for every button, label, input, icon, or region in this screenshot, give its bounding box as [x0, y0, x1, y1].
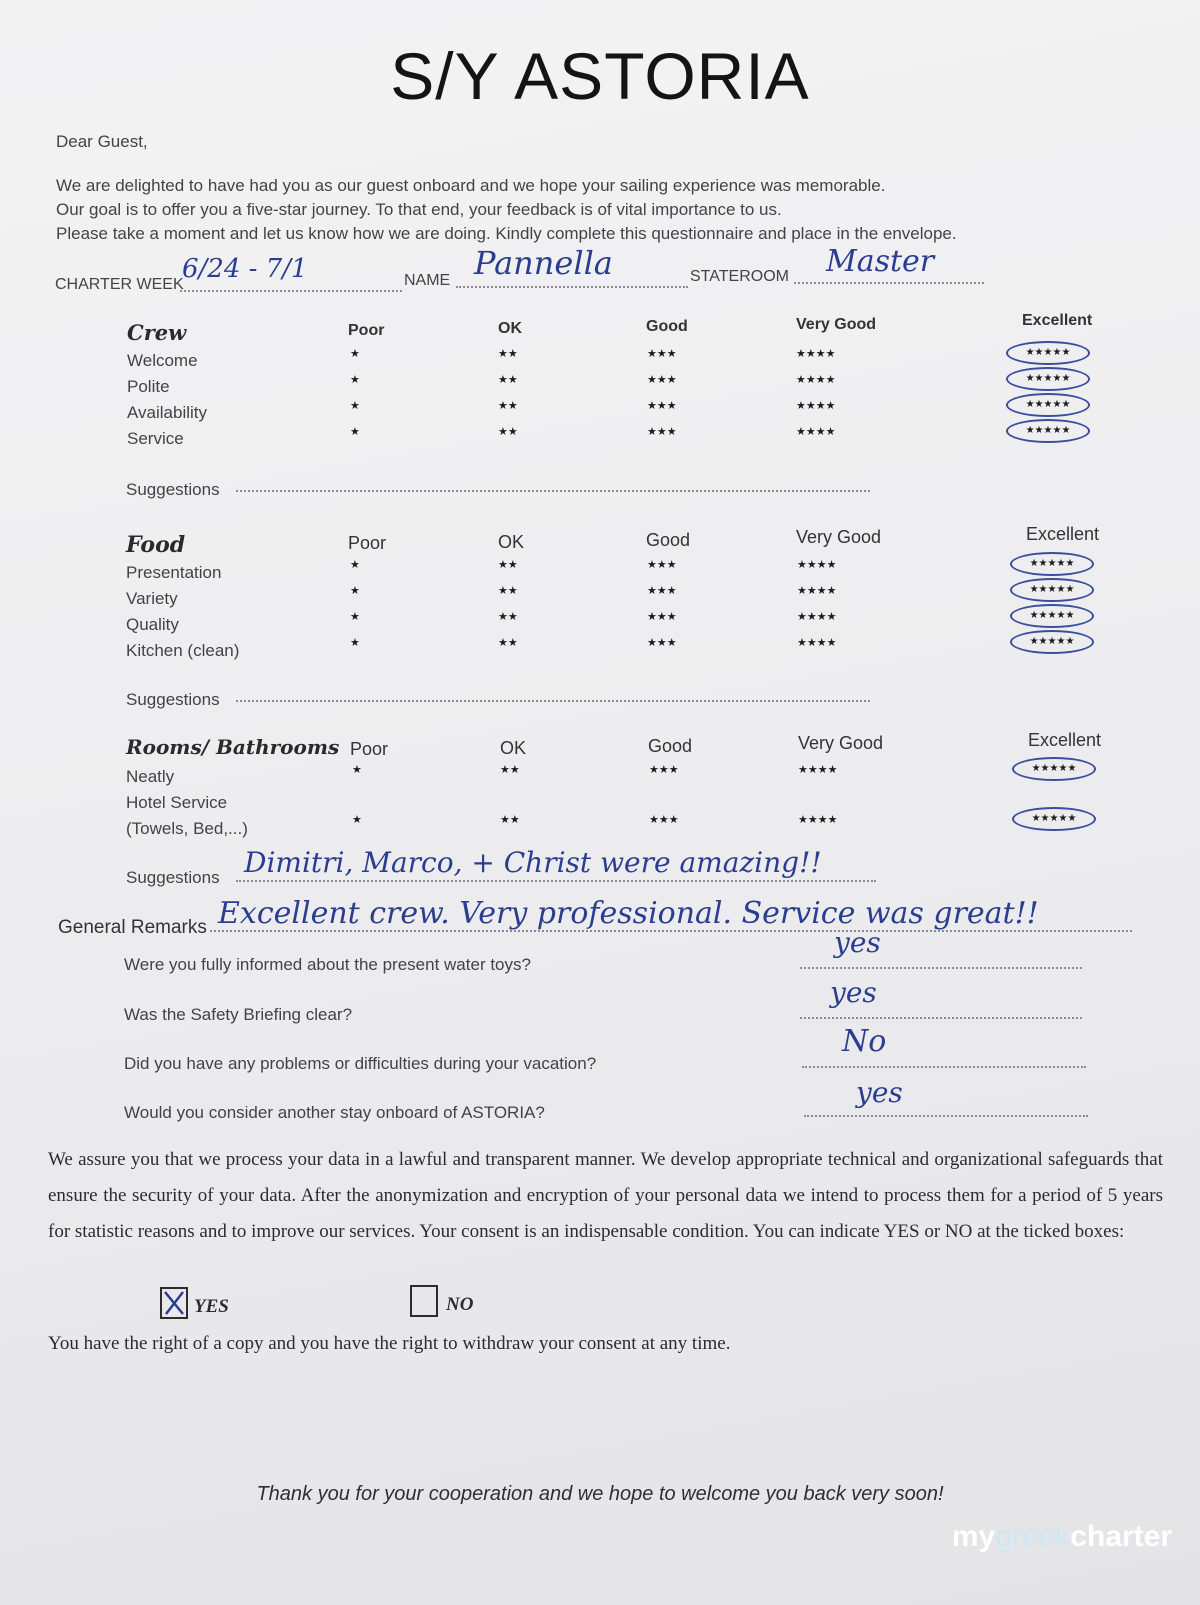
food-suggestions-label: Suggestions [126, 690, 220, 709]
stateroom-line [794, 282, 984, 284]
food-rating-4-good[interactable]: ★★★ [647, 637, 677, 649]
food-rating-2-poor[interactable]: ★ [350, 585, 360, 597]
crew-rating-3-good[interactable]: ★★★ [647, 400, 677, 412]
food-rating-4-very-good[interactable]: ★★★★ [797, 637, 837, 649]
food-section-title: Food [126, 532, 186, 558]
answer-safety-briefing[interactable]: yes [830, 976, 877, 1009]
crew-col-very-good: Very Good [796, 316, 877, 333]
x-mark-icon [162, 1289, 186, 1317]
rooms-section-title: Rooms/ Bathrooms [126, 735, 340, 759]
rooms-row-neatly: Neatly [126, 767, 175, 786]
crew-section-title: Crew [127, 320, 187, 345]
rooms-rating-1-poor[interactable]: ★ [352, 764, 362, 776]
rooms-rating-2-excellent[interactable]: ★★★★★ [1012, 807, 1096, 831]
food-suggestions-line[interactable] [236, 700, 870, 702]
crew-col-poor: Poor [348, 322, 385, 339]
food-rating-3-poor[interactable]: ★ [350, 611, 360, 623]
crew-rating-4-very-good[interactable]: ★★★★ [796, 426, 836, 438]
answer-problems[interactable]: No [842, 1024, 887, 1059]
question-another-stay: Would you consider another stay onboard of ASTORIA? [124, 1103, 545, 1122]
question-safety-briefing: Was the Safety Briefing clear? [124, 1005, 353, 1024]
greeting: Dear Guest, [56, 132, 148, 151]
food-rating-1-excellent[interactable]: ★★★★★ [1010, 552, 1094, 576]
crew-col-excellent: Excellent [1022, 312, 1093, 329]
food-rating-4-ok[interactable]: ★★ [498, 637, 518, 649]
answer-line-safety-briefing [800, 1017, 1082, 1019]
answer-line-water-toys [800, 967, 1082, 969]
crew-suggestions-line[interactable] [236, 490, 870, 492]
crew-rating-4-ok[interactable]: ★★ [498, 426, 518, 438]
crew-row-welcome: Welcome [127, 351, 198, 370]
crew-rating-4-excellent[interactable]: ★★★★★ [1006, 419, 1090, 443]
stateroom-value[interactable]: Master [826, 244, 935, 279]
question-problems: Did you have any problems or difficulties during your vacation? [124, 1054, 597, 1073]
rooms-suggestions-line [236, 880, 876, 882]
general-remarks-label: General Remarks [58, 917, 207, 938]
food-col-poor: Poor [348, 533, 387, 553]
rooms-col-poor: Poor [350, 739, 389, 759]
food-rating-1-good[interactable]: ★★★ [647, 559, 677, 571]
consent-yes-checkbox[interactable] [160, 1287, 188, 1319]
crew-rating-2-excellent[interactable]: ★★★★★ [1006, 367, 1090, 391]
intro-line-3: Please take a moment and let us know how we are doing. Kindly complete this questionnaire and place in the envelope. [56, 224, 957, 243]
food-rating-1-poor[interactable]: ★ [350, 559, 360, 571]
food-rating-3-good[interactable]: ★★★ [647, 611, 677, 623]
charter-week-line [180, 290, 402, 292]
thank-you-note: Thank you for your cooperation and we hope to welcome you back very soon! [256, 1483, 944, 1505]
food-col-ok: OK [498, 532, 525, 552]
crew-rating-3-very-good[interactable]: ★★★★ [796, 400, 836, 412]
withdraw-text: You have the right of a copy and you have the right to withdraw your consent at any time. [48, 1333, 731, 1354]
food-rating-4-excellent[interactable]: ★★★★★ [1010, 630, 1094, 654]
answer-line-another-stay [804, 1115, 1088, 1117]
food-row-presentation: Presentation [126, 563, 222, 582]
crew-rating-1-ok[interactable]: ★★ [498, 348, 518, 360]
crew-col-ok: OK [498, 320, 522, 337]
name-label: NAME [404, 272, 451, 289]
answer-water-toys[interactable]: yes [834, 926, 881, 959]
intro-line-2: Our goal is to offer you a five-star journey. To that end, your feedback is of vital importance to us. [56, 200, 782, 219]
food-col-very-good: Very Good [796, 527, 882, 547]
food-col-good: Good [646, 530, 691, 550]
rooms-col-very-good: Very Good [798, 733, 884, 753]
food-row-quality: Quality [126, 615, 179, 634]
food-rating-3-very-good[interactable]: ★★★★ [797, 611, 837, 623]
food-rating-2-excellent[interactable]: ★★★★★ [1010, 578, 1094, 602]
watermark-part-3: charter [1070, 1520, 1172, 1553]
rooms-rating-1-ok[interactable]: ★★ [500, 764, 520, 776]
answer-another-stay[interactable]: yes [856, 1076, 903, 1109]
food-rating-3-excellent[interactable]: ★★★★★ [1010, 604, 1094, 628]
watermark-logo [952, 1520, 1172, 1554]
crew-col-good: Good [646, 318, 688, 335]
crew-rating-2-poor[interactable]: ★ [350, 374, 360, 386]
document-title: S/Y ASTORIA [390, 39, 810, 113]
rooms-suggestions-value[interactable]: Dimitri, Marco, + Christ were amazing!! [244, 846, 822, 879]
crew-rating-2-very-good[interactable]: ★★★★ [796, 374, 836, 386]
watermark-part-2: greek [995, 1520, 1071, 1553]
food-rating-2-very-good[interactable]: ★★★★ [797, 585, 837, 597]
rooms-rating-2-good[interactable]: ★★★ [649, 814, 679, 826]
food-rating-4-poor[interactable]: ★ [350, 637, 360, 649]
rooms-rating-1-very-good[interactable]: ★★★★ [798, 764, 838, 776]
food-rating-2-good[interactable]: ★★★ [647, 585, 677, 597]
crew-rating-2-good[interactable]: ★★★ [647, 374, 677, 386]
rooms-rating-2-poor[interactable]: ★ [352, 814, 362, 826]
crew-rating-3-excellent[interactable]: ★★★★★ [1006, 393, 1090, 417]
crew-row-availability: Availability [127, 403, 208, 422]
rooms-row-hotel-service: Hotel Service [126, 793, 228, 812]
crew-rating-2-ok[interactable]: ★★ [498, 374, 518, 386]
intro-line-1: We are delighted to have had you as our guest onboard and we hope your sailing experience was memorable. [56, 176, 886, 195]
rooms-rating-1-good[interactable]: ★★★ [649, 764, 679, 776]
crew-rating-3-poor[interactable]: ★ [350, 400, 360, 412]
crew-rating-1-good[interactable]: ★★★ [647, 348, 677, 360]
stateroom-label: STATEROOM [690, 268, 789, 285]
crew-row-service: Service [127, 429, 184, 448]
food-row-variety: Variety [126, 589, 178, 608]
consent-yes-label: YES [194, 1296, 229, 1317]
food-row-kitchen: Kitchen (clean) [126, 641, 240, 660]
crew-rating-3-ok[interactable]: ★★ [498, 400, 518, 412]
crew-row-polite: Polite [127, 377, 170, 396]
question-water-toys: Were you fully informed about the present water toys? [124, 955, 531, 974]
rooms-rating-1-excellent[interactable]: ★★★★★ [1012, 757, 1096, 781]
watermark-part-1: my [951, 1520, 996, 1553]
charter-week-value[interactable]: 6/24 - 7/1 [182, 254, 308, 284]
rooms-rating-2-ok[interactable]: ★★ [500, 814, 520, 826]
food-col-excellent: Excellent [1026, 524, 1100, 544]
consent-no-label: NO [446, 1294, 474, 1315]
data-consent-text: We assure you that we process your data in a lawful and transparent manner. We develop appropriate technical and organizational safeguards that ensure the security of your data. After the anonymization and encryption of your personal data we intend to process them for a period of 5 years for statistic reasons and to improve our services. Your consent is an indispensable condition. You can indicate YES or NO at the ticked boxes: [48, 1149, 1163, 1242]
general-remarks-value[interactable]: Excellent crew. Very professional. Service was great!! [218, 896, 1039, 931]
consent-no-checkbox[interactable] [410, 1285, 438, 1317]
food-rating-2-ok[interactable]: ★★ [498, 585, 518, 597]
rooms-col-excellent: Excellent [1028, 730, 1102, 750]
crew-rating-1-poor[interactable]: ★ [350, 348, 360, 360]
answer-line-problems [802, 1066, 1086, 1068]
rooms-col-good: Good [648, 736, 693, 756]
rooms-row-towels-bed: (Towels, Bed,...) [126, 819, 248, 838]
food-rating-1-ok[interactable]: ★★ [498, 559, 518, 571]
rooms-col-ok: OK [500, 738, 527, 758]
crew-rating-4-good[interactable]: ★★★ [647, 426, 677, 438]
crew-rating-1-excellent[interactable]: ★★★★★ [1006, 341, 1090, 365]
rooms-rating-2-very-good[interactable]: ★★★★ [798, 814, 838, 826]
crew-rating-4-poor[interactable]: ★ [350, 426, 360, 438]
crew-rating-1-very-good[interactable]: ★★★★ [796, 348, 836, 360]
food-rating-1-very-good[interactable]: ★★★★ [797, 559, 837, 571]
crew-suggestions-label: Suggestions [126, 480, 220, 499]
rooms-suggestions-label: Suggestions [126, 868, 220, 887]
food-rating-3-ok[interactable]: ★★ [498, 611, 518, 623]
name-value[interactable]: Pannella [474, 244, 613, 282]
charter-week-label: CHARTER WEEK [55, 276, 184, 293]
name-line [456, 286, 688, 288]
